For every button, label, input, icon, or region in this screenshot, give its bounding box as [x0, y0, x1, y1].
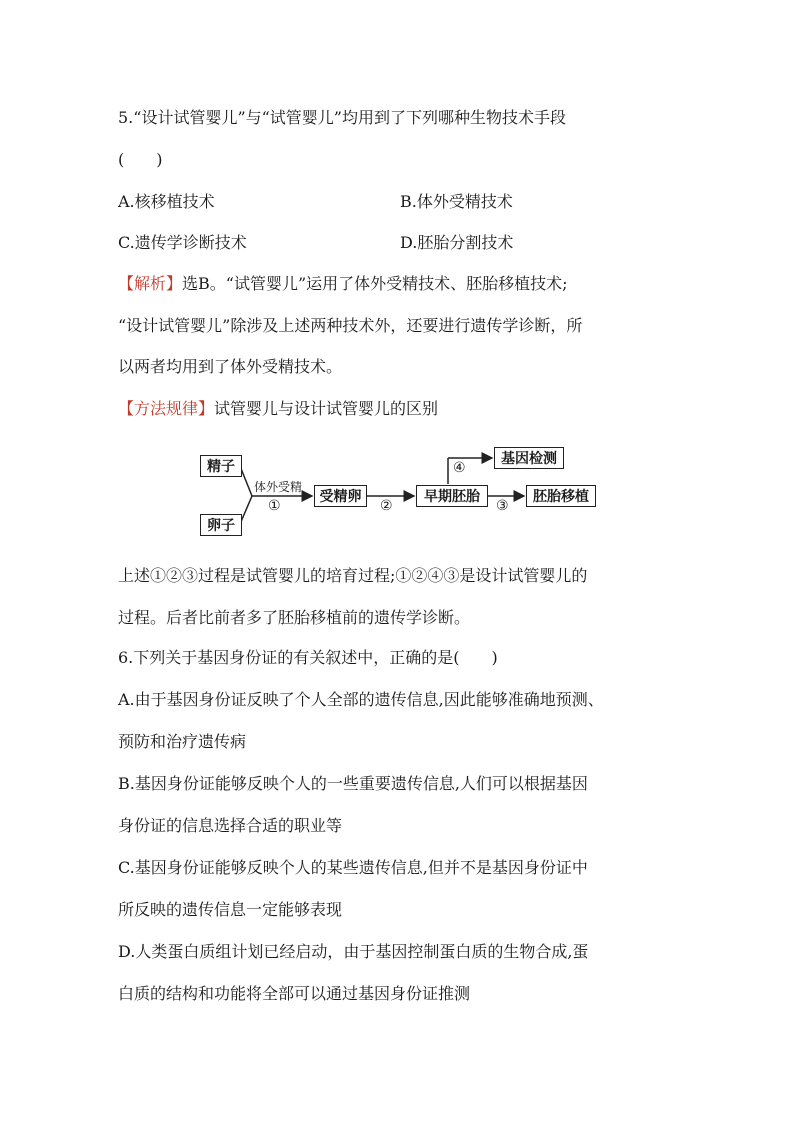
method-line [118, 399, 438, 419]
analysis-line-2: “设计试管婴儿”除涉及上述两种技术外，还要进行遗传学诊断，所 [118, 316, 583, 335]
method-tag: 【方法规律】 [118, 399, 215, 418]
q5-option-a: A.核移植技术 [118, 192, 215, 211]
gene-test-box: 基因检测 [494, 447, 564, 469]
summary-line-2: 过程。后者比前者多了胚胎移植前的遗传学诊断。 [118, 608, 471, 627]
process-diagram [190, 438, 610, 542]
embryo-transfer-box: 胚胎移植 [526, 485, 596, 507]
q5-option-b: B.体外受精技术 [400, 192, 513, 211]
analysis-line-3: 以两者均用到了体外受精技术。 [118, 357, 343, 376]
fertilization-label: 体外受精 [254, 480, 303, 494]
q6-option-b-line-2: 身份证的信息选择合适的职业等 [118, 816, 343, 835]
q6-option-d-line-2: 白质的结构和功能将全部可以通过基因身份证推测 [118, 984, 471, 1003]
q5-option-d: D.胚胎分割技术 [400, 233, 514, 252]
q6-stem: 6.下列关于基因身份证的有关叙述中，正确的是( ) [118, 648, 498, 667]
sperm-box: 精子 [200, 455, 242, 477]
q6-option-c-line-2: 所反映的遗传信息一定能够表现 [118, 900, 343, 919]
summary-line-1: 上述①②③过程是试管婴儿的培育过程;①②④③是设计试管婴儿的 [118, 566, 588, 585]
q5-answer-paren: ( ) [118, 150, 163, 169]
zygote-box: 受精卵 [314, 485, 367, 507]
early-embryo-box: 早期胚胎 [416, 485, 488, 507]
step-2-marker: ② [380, 498, 393, 514]
analysis-text-1: 选B。“试管婴儿”运用了体外受精技术、胚胎移植技术; [182, 274, 568, 293]
analysis-tag: 【解析】 [118, 274, 183, 293]
step-3-marker: ③ [496, 498, 509, 514]
step-4-marker: ④ [453, 460, 466, 476]
q6-option-a-line-2: 预防和治疗遗传病 [118, 732, 247, 751]
q5-stem: 5.“设计试管婴儿”与“试管婴儿”均用到了下列哪种生物技术手段 [118, 108, 566, 127]
q6-option-a-line-1: A.由于基因身份证反映了个人全部的遗传信息,因此能够准确地预测、 [118, 690, 604, 709]
egg-box: 卵子 [200, 514, 242, 536]
step-1-marker: ① [268, 498, 281, 514]
q5-option-c: C.遗传学诊断技术 [118, 233, 247, 252]
analysis-line-1 [118, 274, 568, 294]
q6-option-c-line-1: C.基因身份证能够反映个人的某些遗传信息,但并不是基因身份证中 [118, 858, 588, 877]
q6-option-b-line-1: B.基因身份证能够反映个人的一些重要遗传信息,人们可以根据基因 [118, 774, 588, 793]
q6-option-d-line-1: D.人类蛋白质组计划已经启动，由于基因控制蛋白质的生物合成,蛋 [118, 942, 589, 961]
method-title: 试管婴儿与设计试管婴儿的区别 [214, 399, 439, 418]
